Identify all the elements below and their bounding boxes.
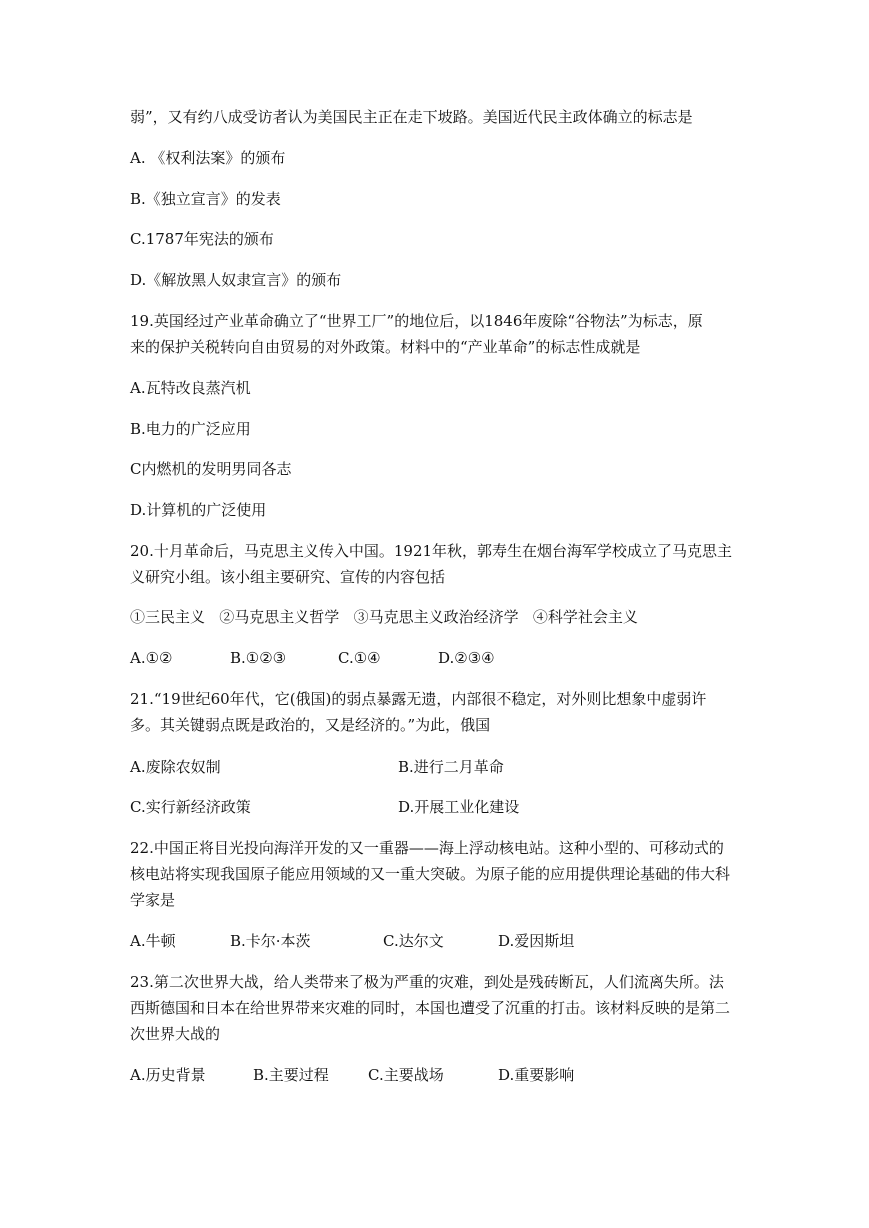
question-23-option-c: C.主要战场 [368, 1066, 444, 1084]
question-21-option-d: D.开展工业化建设 [398, 798, 520, 816]
question-21-stem-line-2: 多。其关键弱点既是政治的，又是经济的。”为此，俄国 [130, 716, 491, 734]
question-22-stem-line-1: 22.中国正将目光投向海洋开发的又一重器——海上浮动核电站。这种小型的、可移动式的 [130, 839, 724, 857]
question-18-option-c: C.1787年宪法的颁布 [130, 230, 274, 248]
question-23-stem-line-2: 西斯德国和日本在给世界带来灾难的同时，本国也遭受了沉重的打击。该材料反映的是第二 [130, 999, 731, 1017]
question-20-items: ①三民主义 ②马克思主义哲学 ③马克思主义政治经济学 ④科学社会主义 [130, 608, 638, 626]
question-22-stem-line-3: 学家是 [130, 891, 176, 909]
question-18-option-b: B.《独立宣言》的发表 [130, 190, 281, 208]
question-18-stem: 弱”，又有约八成受访者认为美国民主正在走下坡路。美国近代民主政体确立的标志是 [130, 108, 693, 126]
question-21-option-b: B.进行二月革命 [398, 758, 504, 776]
question-19-option-a: A.瓦特改良蒸汽机 [130, 379, 251, 397]
question-19-option-d: D.计算机的广泛使用 [130, 501, 267, 519]
question-21-option-a: A.废除农奴制 [130, 758, 221, 776]
question-22-option-a: A.牛顿 [130, 932, 176, 950]
question-23-stem-line-1: 23.第二次世界大战，给人类带来了极为严重的灾难，到处是残砖断瓦，人们流离失所。法 [130, 973, 724, 991]
question-23-option-a: A.历史背景 [130, 1066, 206, 1084]
question-20-option-d: D.②③④ [438, 649, 495, 667]
question-19-option-b: B.电力的广泛应用 [130, 420, 251, 438]
question-19-option-c: C内燃机的发明男同各志 [130, 460, 292, 478]
question-22-option-c: C.达尔文 [383, 932, 444, 950]
question-22-stem-line-2: 核电站将实现我国原子能应用领域的又一重大突破。为原子能的应用提供理论基础的伟大科 [130, 865, 731, 883]
question-22-option-b: B.卡尔·本茨 [230, 932, 311, 950]
question-21-stem-line-1: 21.“19世纪60年代，它(俄国)的弱点暴露无遗，内部很不稳定，对外则比想象中虚弱许 [130, 690, 707, 708]
question-23-stem-line-3: 次世界大战的 [130, 1025, 221, 1043]
question-20-stem-line-1: 20.十月革命后，马克思主义传入中国。1921年秋，郭寿生在烟台海军学校成立了马克思主 [130, 542, 733, 560]
question-18-option-d: D.《解放黑人奴隶宣言》的颁布 [130, 271, 342, 289]
question-20-option-c: C.①④ [338, 649, 381, 667]
question-22-option-d: D.爱因斯坦 [498, 932, 575, 950]
question-20-stem-line-2: 义研究小组。该小组主要研究、宣传的内容包括 [130, 568, 446, 586]
question-20-option-b: B.①②③ [230, 649, 287, 667]
question-20-option-a: A.①② [130, 649, 173, 667]
question-18-option-a: A. 《权利法案》的颁布 [130, 149, 286, 167]
question-23-option-d: D.重要影响 [498, 1066, 575, 1084]
question-19-stem-line-1: 19.英国经过产业革命确立了“世界工厂”的地位后，以1846年废除“谷物法”为标志，原 [130, 312, 703, 330]
question-21-option-c: C.实行新经济政策 [130, 798, 251, 816]
question-19-stem-line-2: 来的保护关税转向自由贸易的对外政策。材料中的“产业革命”的标志性成就是 [130, 338, 641, 356]
question-23-option-b: B.主要过程 [253, 1066, 329, 1084]
